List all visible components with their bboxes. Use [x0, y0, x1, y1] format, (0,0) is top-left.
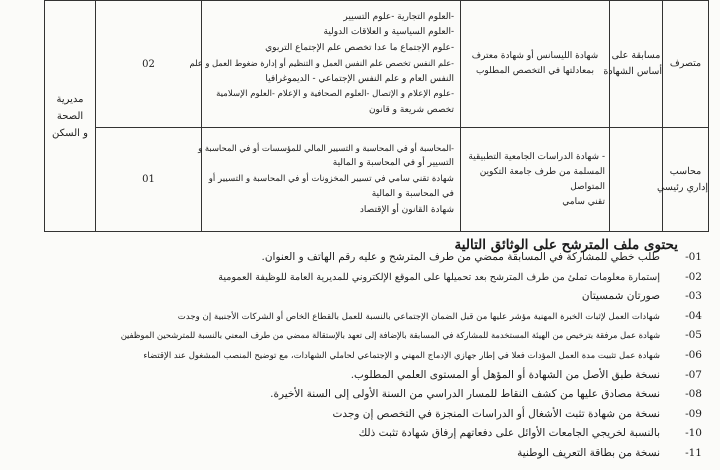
item-text: شهادات العمل لإثبات الخبرة المهنية مؤشر عليها من قبل الضمان الإجتماعي بالنسبة للعمل بالقطاع الخاص أو الشركات الأجنبية إن وجدت: [177, 311, 660, 322]
certificate-line: بمعادلتها في التخصص المطلوب: [475, 66, 595, 76]
table-row: [45, 128, 709, 232]
specialties-cell: [198, 128, 461, 232]
recruitment-mode-cell: [610, 128, 663, 232]
list-item: [110, 388, 702, 408]
specialty-line: التسيير أو في المحاسبة و المالية: [332, 158, 454, 169]
certificate-cell: [461, 1, 610, 128]
list-item: [110, 310, 702, 330]
recruitment-mode-cell: [603, 1, 663, 128]
item-text: نسخة طبق الأصل من الشهادة أو المؤهل أو المستوى العلمي المطلوب.: [350, 368, 660, 381]
item-number: -05: [685, 329, 702, 342]
certificate-line: - شهادة الدراسات الجامعية التطبيقية: [468, 151, 605, 162]
specialties-cell: [189, 1, 461, 128]
item-number: -03: [685, 290, 702, 303]
list-item: [110, 329, 702, 349]
specialty-line: -العلوم التجارية -علوم التسيير: [343, 11, 454, 22]
rank-label: محاسب: [669, 165, 702, 177]
item-text: بالنسبة لخريجي الجامعات الأوائل على دفعاتهم إرفاق شهادة تثبت ذلك: [358, 427, 660, 440]
item-number: -06: [685, 348, 702, 361]
specialty-line: -علوم الإعلام و الإتصال -العلوم الصحافية و الإعلام -العلوم الإسلامية: [216, 89, 454, 100]
item-number: -04: [685, 309, 702, 322]
item-number: -01: [685, 251, 702, 263]
item-text: نسخة من بطاقة التعريف الوطنية: [517, 446, 660, 459]
specialty-line: -المحاسبة أو في المحاسبة و التسيير المالي للمؤسسات أو في المحاسبة و: [198, 142, 454, 153]
list-item: [110, 427, 702, 447]
item-number: -02: [685, 270, 702, 283]
division-line: مديرية: [56, 93, 84, 105]
item-text: نسخة مصادق عليها من كشف النقاط للمسار الدراسي من السنة الأولى إلى السنة الأخيرة.: [270, 388, 660, 401]
posts-count-cell: [96, 128, 202, 232]
certificate-cell: [461, 128, 610, 232]
item-number: -07: [685, 368, 702, 381]
positions-table: [44, 0, 709, 232]
posts-count: 01: [142, 174, 155, 185]
item-number: -11: [685, 446, 702, 459]
item-text: شهادة عمل تثبيت مدة العمل المؤدات فعلا في إطار جهازي الإدماج المهني و الإجتماعي لحاملي الشهادات، مع توضيح المنصب المشغول عند الإقتضاء: [143, 350, 660, 361]
list-item: [110, 271, 702, 291]
certificate-line: شهادة الليسانس أو شهادة معترف: [471, 51, 599, 61]
list-item: [110, 408, 702, 428]
specialty-line: النفس العام و علم النفس الإجتماعي - الديموغرافيا: [265, 73, 454, 84]
item-text: صورتان شمسيتان: [581, 290, 660, 303]
item-text: نسخة من شهادة تثبت الأشغال أو الدراسات المنجزة في التخصص إن وجدت: [332, 407, 660, 420]
rank-label: إداري رئيسي: [656, 181, 708, 193]
division-line: الصحة: [56, 110, 84, 122]
rank-cell: [656, 128, 709, 232]
certificate-line: المتواصل: [570, 181, 605, 192]
mode-line: أساس الشهادة: [603, 66, 662, 77]
rank-label: متصرف: [669, 58, 702, 69]
specialty-line: تخصص شريعة و قانون: [368, 104, 454, 115]
certificate-line: تقني سامي: [562, 196, 605, 207]
list-item: [110, 251, 702, 271]
specialty-line: شهادة القانون أو الإقتصاد: [359, 204, 454, 215]
specialty-line: في المحاسبة و المالية: [371, 189, 454, 200]
list-item: [110, 369, 702, 389]
item-number: -10: [685, 427, 702, 440]
division-cell: [45, 1, 96, 232]
item-text: إستمارة معلومات تملئ من طرف المترشح بعد تحميلها على الموقع الإلكتروني للمديرية العامة للوظيفة العمومية: [218, 271, 660, 283]
specialty-line: -العلوم السياسية و العلاقات الدولية: [323, 27, 454, 38]
table-row: [45, 1, 709, 128]
list-item: [110, 290, 702, 310]
item-text: طلب خطي للمشاركة في المسابقة ممضي من طرف المترشح و عليه رقم الهاتف و العنوان.: [261, 251, 660, 263]
item-number: -09: [685, 407, 702, 420]
certificate-line: المسلمة من طرف جامعة التكوين: [479, 166, 605, 177]
posts-count: 02: [142, 58, 155, 70]
specialty-line: -علم النفس تخصص علم النفس العمل و التنظيم أو إدارة ضغوط العمل و علم: [189, 58, 454, 69]
item-text: شهادة عمل مرفقة بترخيص من الهيئة المستخدمة للمشاركة في المسابقة بالإضافة إلى تعهد بالإستقالة ممضي من طرف المعني بالنسبة للمترشحين الموظفين: [120, 330, 660, 341]
posts-count-cell: [96, 1, 202, 128]
division-line: و السكن: [52, 127, 88, 139]
specialty-line: شهادة تقني سامي في تسيير المخزونات أو في المحاسبة و التسيير أو: [208, 173, 454, 184]
rank-cell: [663, 1, 709, 128]
mode-line: مسابقة على: [611, 50, 661, 61]
item-number: -08: [685, 388, 702, 401]
documents-list: [110, 251, 702, 467]
list-item: [110, 349, 702, 369]
documents-heading: يحتوى ملف المترشح على الوثائق التالية: [454, 237, 678, 253]
specialty-line: -علوم الإجتماع ما عدا تخصص علم الإجتماع التربوي: [265, 42, 454, 53]
list-item: [110, 447, 702, 467]
